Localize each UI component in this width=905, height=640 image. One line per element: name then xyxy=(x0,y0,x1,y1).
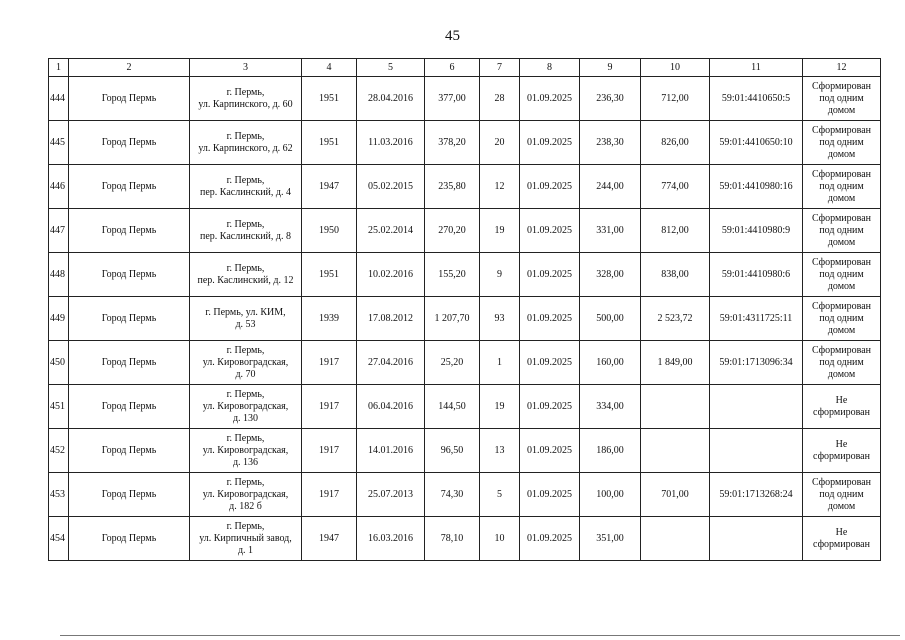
address-line: г. Пермь, xyxy=(226,218,265,230)
row-number-cell: 451 xyxy=(49,385,69,429)
area-cell: 1 207,70 xyxy=(425,297,480,341)
area-cell: 235,80 xyxy=(425,165,480,209)
address-line: д. 182 б xyxy=(229,500,262,512)
status-line: домом xyxy=(827,104,856,116)
deadline-date-cell: 01.09.2025 xyxy=(520,121,580,165)
column-9-value-cell: 351,00 xyxy=(580,517,641,561)
status-line: домом xyxy=(827,192,856,204)
column-header-8: 8 xyxy=(520,59,580,77)
table-row xyxy=(49,209,881,253)
count-cell: 13 xyxy=(480,429,520,473)
column-9-value-cell: 238,30 xyxy=(580,121,641,165)
municipality-cell: Город Пермь xyxy=(69,517,190,561)
year-built-cell: 1917 xyxy=(302,385,357,429)
table-body xyxy=(49,77,881,561)
row-number-cell: 446 xyxy=(49,165,69,209)
status-line: Не xyxy=(835,526,848,538)
status-line: домом xyxy=(827,236,856,248)
cadastral-number-cell xyxy=(710,385,803,429)
table-row xyxy=(49,341,881,385)
address-cell xyxy=(190,517,302,561)
column-10-value-cell xyxy=(641,385,710,429)
status-line: домом xyxy=(827,368,856,380)
address-line: г. Пермь, xyxy=(226,174,265,186)
municipality-cell: Город Пермь xyxy=(69,297,190,341)
status-line: Сформирован xyxy=(811,344,872,356)
address-line: д. 130 xyxy=(232,412,259,424)
address-line: ул. Кировоградская, xyxy=(202,356,289,368)
column-10-value-cell: 838,00 xyxy=(641,253,710,297)
year-built-cell: 1950 xyxy=(302,209,357,253)
address-line: д. 70 xyxy=(235,368,256,380)
municipality-cell: Город Пермь xyxy=(69,77,190,121)
status-line: домом xyxy=(827,324,856,336)
address-line: пер. Каслинский, д. 8 xyxy=(200,230,291,242)
municipality-cell: Город Пермь xyxy=(69,253,190,297)
column-header-3: 3 xyxy=(190,59,302,77)
address-cell xyxy=(190,473,302,517)
status-line: домом xyxy=(827,500,856,512)
column-header-10: 10 xyxy=(641,59,710,77)
column-9-value-cell: 236,30 xyxy=(580,77,641,121)
status-line: сформирован xyxy=(813,406,870,418)
deadline-date-cell: 01.09.2025 xyxy=(520,209,580,253)
status-cell xyxy=(803,385,881,429)
count-cell: 10 xyxy=(480,517,520,561)
cadastral-number-cell: 59:01:4410980:9 xyxy=(710,209,803,253)
address-line: г. Пермь, xyxy=(226,86,265,98)
address-cell xyxy=(190,209,302,253)
address-line: г. Пермь, xyxy=(226,388,265,400)
status-line: Не xyxy=(835,438,848,450)
year-built-cell: 1951 xyxy=(302,77,357,121)
address-line: д. 53 xyxy=(235,318,256,330)
column-header-5: 5 xyxy=(357,59,425,77)
cadastral-number-cell: 59:01:4410980:16 xyxy=(710,165,803,209)
row-number-cell: 450 xyxy=(49,341,69,385)
status-line: домом xyxy=(827,148,856,160)
count-cell: 28 xyxy=(480,77,520,121)
address-line: д. 1 xyxy=(237,544,254,556)
deadline-date-cell: 01.09.2025 xyxy=(520,77,580,121)
date-cell: 17.08.2012 xyxy=(357,297,425,341)
cadastral-number-cell xyxy=(710,517,803,561)
area-cell: 144,50 xyxy=(425,385,480,429)
cadastral-number-cell: 59:01:4410980:6 xyxy=(710,253,803,297)
address-cell xyxy=(190,121,302,165)
cadastral-number-cell: 59:01:4311725:11 xyxy=(710,297,803,341)
row-number-cell: 454 xyxy=(49,517,69,561)
table-row xyxy=(49,121,881,165)
status-line: Не xyxy=(835,394,848,406)
area-cell: 270,20 xyxy=(425,209,480,253)
header-row xyxy=(49,59,881,77)
deadline-date-cell: 01.09.2025 xyxy=(520,165,580,209)
area-cell: 74,30 xyxy=(425,473,480,517)
date-cell: 10.02.2016 xyxy=(357,253,425,297)
row-number-cell: 449 xyxy=(49,297,69,341)
column-header-2: 2 xyxy=(69,59,190,77)
table-row xyxy=(49,165,881,209)
table-header xyxy=(49,59,881,77)
column-header-1: 1 xyxy=(49,59,69,77)
row-number-cell: 444 xyxy=(49,77,69,121)
row-number-cell: 445 xyxy=(49,121,69,165)
area-cell: 25,20 xyxy=(425,341,480,385)
column-10-value-cell xyxy=(641,429,710,473)
status-line: под одним xyxy=(819,92,864,104)
status-cell xyxy=(803,121,881,165)
column-10-value-cell: 774,00 xyxy=(641,165,710,209)
date-cell: 28.04.2016 xyxy=(357,77,425,121)
status-cell xyxy=(803,473,881,517)
area-cell: 78,10 xyxy=(425,517,480,561)
year-built-cell: 1917 xyxy=(302,429,357,473)
count-cell: 93 xyxy=(480,297,520,341)
address-cell xyxy=(190,253,302,297)
count-cell: 5 xyxy=(480,473,520,517)
status-line: Сформирован xyxy=(811,80,872,92)
column-10-value-cell: 1 849,00 xyxy=(641,341,710,385)
address-cell xyxy=(190,165,302,209)
count-cell: 19 xyxy=(480,385,520,429)
column-header-4: 4 xyxy=(302,59,357,77)
column-9-value-cell: 328,00 xyxy=(580,253,641,297)
status-line: под одним xyxy=(819,180,864,192)
address-cell xyxy=(190,297,302,341)
status-line: под одним xyxy=(819,356,864,368)
status-cell xyxy=(803,209,881,253)
status-line: Сформирован xyxy=(811,212,872,224)
table-row xyxy=(49,77,881,121)
table-row xyxy=(49,473,881,517)
count-cell: 19 xyxy=(480,209,520,253)
area-cell: 378,20 xyxy=(425,121,480,165)
count-cell: 9 xyxy=(480,253,520,297)
status-line: сформирован xyxy=(813,450,870,462)
deadline-date-cell: 01.09.2025 xyxy=(520,473,580,517)
status-cell xyxy=(803,341,881,385)
cadastral-number-cell xyxy=(710,429,803,473)
address-line: г. Пермь, xyxy=(226,344,265,356)
status-line: домом xyxy=(827,280,856,292)
municipality-cell: Город Пермь xyxy=(69,385,190,429)
row-number-cell: 447 xyxy=(49,209,69,253)
year-built-cell: 1947 xyxy=(302,165,357,209)
cadastral-number-cell: 59:01:4410650:5 xyxy=(710,77,803,121)
column-9-value-cell: 331,00 xyxy=(580,209,641,253)
table-row xyxy=(49,385,881,429)
column-9-value-cell: 100,00 xyxy=(580,473,641,517)
status-line: под одним xyxy=(819,224,864,236)
municipality-cell: Город Пермь xyxy=(69,429,190,473)
status-line: под одним xyxy=(819,136,864,148)
column-9-value-cell: 500,00 xyxy=(580,297,641,341)
municipality-cell: Город Пермь xyxy=(69,473,190,517)
status-line: под одним xyxy=(819,488,864,500)
status-cell xyxy=(803,77,881,121)
count-cell: 1 xyxy=(480,341,520,385)
address-cell xyxy=(190,385,302,429)
cadastral-number-cell: 59:01:4410650:10 xyxy=(710,121,803,165)
municipality-cell: Город Пермь xyxy=(69,341,190,385)
column-10-value-cell: 701,00 xyxy=(641,473,710,517)
column-10-value-cell: 2 523,72 xyxy=(641,297,710,341)
municipality-cell: Город Пермь xyxy=(69,165,190,209)
column-9-value-cell: 244,00 xyxy=(580,165,641,209)
status-line: сформирован xyxy=(813,538,870,550)
status-cell xyxy=(803,517,881,561)
year-built-cell: 1917 xyxy=(302,341,357,385)
column-9-value-cell: 334,00 xyxy=(580,385,641,429)
column-header-12: 12 xyxy=(803,59,881,77)
year-built-cell: 1951 xyxy=(302,121,357,165)
column-10-value-cell xyxy=(641,517,710,561)
area-cell: 155,20 xyxy=(425,253,480,297)
status-cell xyxy=(803,253,881,297)
municipality-cell: Город Пермь xyxy=(69,121,190,165)
table-row xyxy=(49,297,881,341)
status-line: Сформирован xyxy=(811,476,872,488)
address-line: ул. Кировоградская, xyxy=(202,488,289,500)
status-line: Сформирован xyxy=(811,300,872,312)
table-row xyxy=(49,517,881,561)
date-cell: 14.01.2016 xyxy=(357,429,425,473)
status-line: Сформирован xyxy=(811,256,872,268)
year-built-cell: 1951 xyxy=(302,253,357,297)
table-row xyxy=(49,253,881,297)
column-10-value-cell: 712,00 xyxy=(641,77,710,121)
deadline-date-cell: 01.09.2025 xyxy=(520,517,580,561)
page-bottom-rule xyxy=(60,635,900,636)
address-line: пер. Каслинский, д. 4 xyxy=(200,186,291,198)
row-number-cell: 452 xyxy=(49,429,69,473)
year-built-cell: 1947 xyxy=(302,517,357,561)
column-10-value-cell: 826,00 xyxy=(641,121,710,165)
address-cell xyxy=(190,77,302,121)
status-line: Сформирован xyxy=(811,168,872,180)
column-header-11: 11 xyxy=(710,59,803,77)
municipality-cell: Город Пермь xyxy=(69,209,190,253)
status-cell xyxy=(803,165,881,209)
address-line: г. Пермь, xyxy=(226,262,265,274)
date-cell: 05.02.2015 xyxy=(357,165,425,209)
column-9-value-cell: 186,00 xyxy=(580,429,641,473)
count-cell: 20 xyxy=(480,121,520,165)
address-cell xyxy=(190,341,302,385)
column-header-7: 7 xyxy=(480,59,520,77)
housing-registry-table xyxy=(48,58,881,561)
address-line: ул. Кирпичный завод, xyxy=(199,532,292,544)
date-cell: 16.03.2016 xyxy=(357,517,425,561)
cadastral-number-cell: 59:01:1713096:34 xyxy=(710,341,803,385)
column-header-6: 6 xyxy=(425,59,480,77)
table-row xyxy=(49,429,881,473)
deadline-date-cell: 01.09.2025 xyxy=(520,253,580,297)
status-line: под одним xyxy=(819,268,864,280)
status-line: под одним xyxy=(819,312,864,324)
date-cell: 25.02.2014 xyxy=(357,209,425,253)
count-cell: 12 xyxy=(480,165,520,209)
column-9-value-cell: 160,00 xyxy=(580,341,641,385)
date-cell: 11.03.2016 xyxy=(357,121,425,165)
date-cell: 25.07.2013 xyxy=(357,473,425,517)
status-cell xyxy=(803,429,881,473)
address-line: г. Пермь, xyxy=(226,130,265,142)
row-number-cell: 448 xyxy=(49,253,69,297)
address-line: ул. Карпинского, д. 62 xyxy=(198,142,293,154)
area-cell: 96,50 xyxy=(425,429,480,473)
status-cell xyxy=(803,297,881,341)
address-cell xyxy=(190,429,302,473)
address-line: ул. Кировоградская, xyxy=(202,400,289,412)
column-10-value-cell: 812,00 xyxy=(641,209,710,253)
year-built-cell: 1939 xyxy=(302,297,357,341)
row-number-cell: 453 xyxy=(49,473,69,517)
address-line: д. 136 xyxy=(232,456,259,468)
status-line: Сформирован xyxy=(811,124,872,136)
year-built-cell: 1917 xyxy=(302,473,357,517)
deadline-date-cell: 01.09.2025 xyxy=(520,385,580,429)
address-line: г. Пермь, xyxy=(226,520,265,532)
column-header-9: 9 xyxy=(580,59,641,77)
deadline-date-cell: 01.09.2025 xyxy=(520,297,580,341)
page-number: 45 xyxy=(445,28,460,44)
cadastral-number-cell: 59:01:1713268:24 xyxy=(710,473,803,517)
address-line: пер. Каслинский, д. 12 xyxy=(197,274,294,286)
deadline-date-cell: 01.09.2025 xyxy=(520,341,580,385)
area-cell: 377,00 xyxy=(425,77,480,121)
date-cell: 06.04.2016 xyxy=(357,385,425,429)
address-line: г. Пермь, xyxy=(226,432,265,444)
deadline-date-cell: 01.09.2025 xyxy=(520,429,580,473)
date-cell: 27.04.2016 xyxy=(357,341,425,385)
address-line: ул. Карпинского, д. 60 xyxy=(198,98,293,110)
address-line: ул. Кировоградская, xyxy=(202,444,289,456)
address-line: г. Пермь, xyxy=(226,476,265,488)
address-line: г. Пермь, ул. КИМ, xyxy=(205,306,286,318)
